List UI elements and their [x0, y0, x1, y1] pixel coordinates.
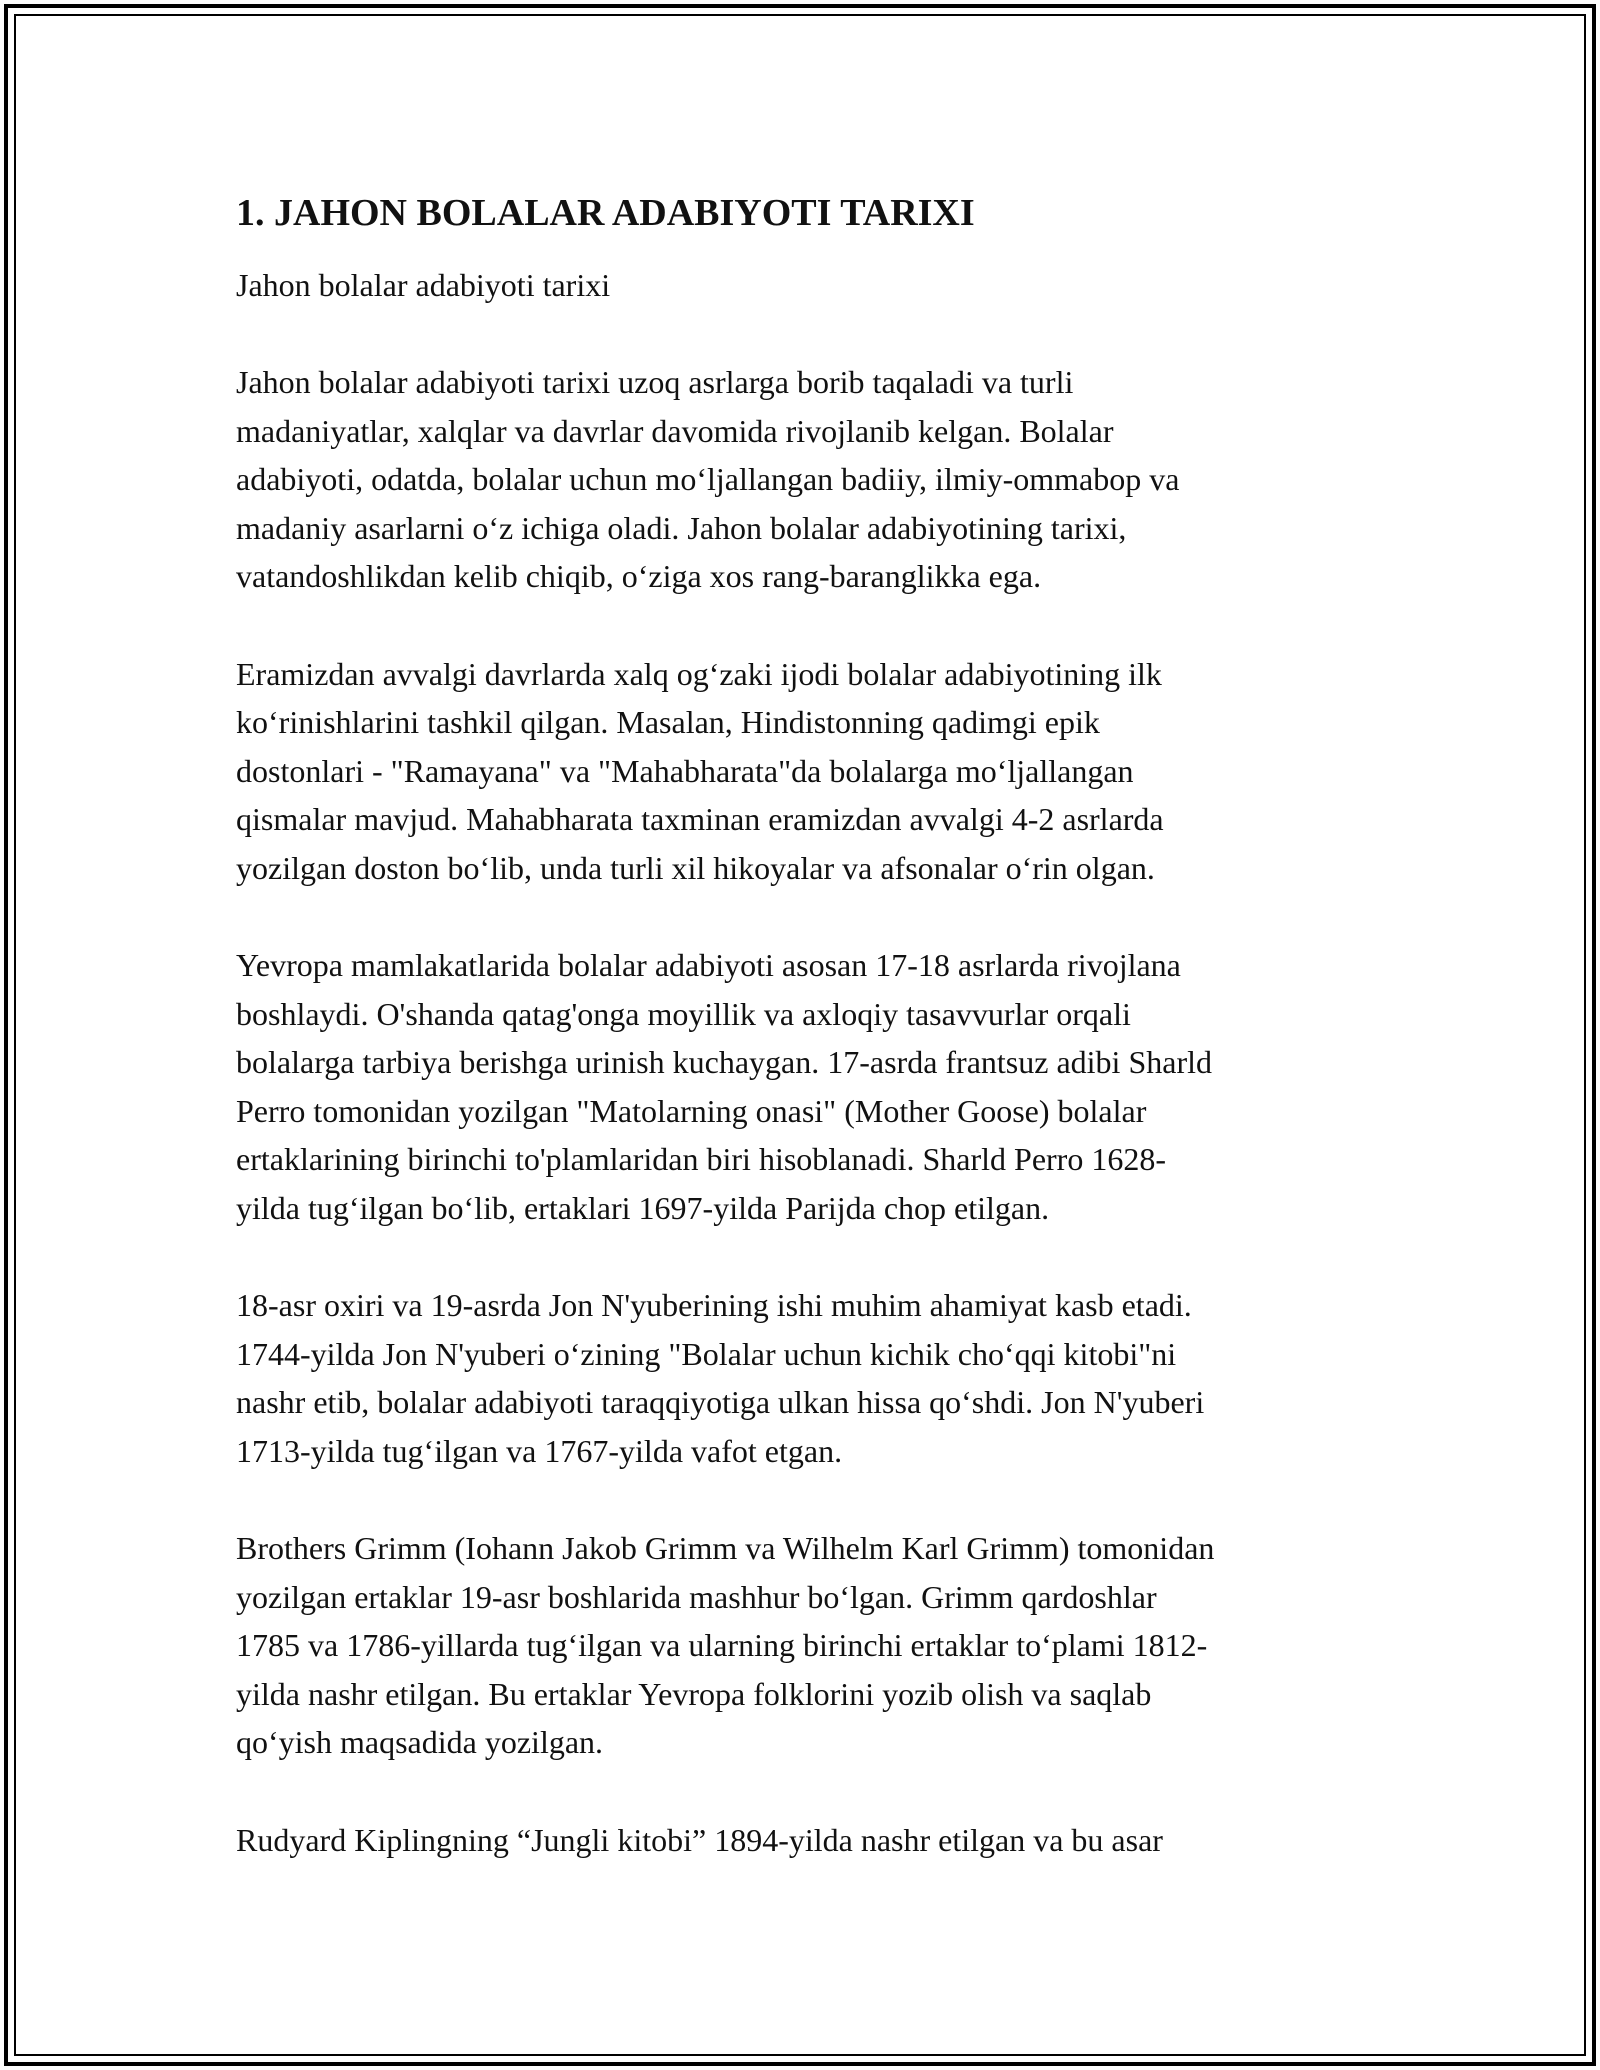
document-body — [236, 185, 1386, 1864]
text-line: 18-asr oxiri va 19-asrda Jon N'yuberining ishi muhim ahamiyat kasb etadi. — [236, 1287, 1192, 1323]
text-line: bolalarga tarbiya berishga urinish kuchaygan. 17-asrda frantsuz adibi Sharld — [236, 1044, 1212, 1080]
text-line: Perro tomonidan yozilgan "Matolarning onasi" (Mother Goose) bolalar — [236, 1092, 1147, 1129]
text-line: qismalar mavjud. Mahabharata taxminan eramizdan avvalgi 4-2 asrlarda — [236, 801, 1164, 837]
text-line: madaniyatlar, xalqlar va davrlar davomida rivojlanib kelgan. Bolalar — [236, 412, 1114, 449]
text-line: nashr etib, bolalar adabiyoti taraqqiyotiga ulkan hissa qo‘shdi. Jon N'yuberi — [236, 1384, 1205, 1420]
document-title: 1. JAHON BOLALAR ADABIYOTI TARIXI — [236, 192, 975, 234]
paragraph-5 — [236, 1524, 1386, 1767]
text-line: yilda tug‘ilgan bo‘lib, ertaklari 1697-yilda Parijda chop etilgan. — [236, 1189, 1050, 1226]
text-line: vatandoshlikdan kelib chiqib, o‘ziga xos rang-baranglikka ega. — [236, 558, 1042, 594]
text-line: adabiyoti, odatda, bolalar uchun mo‘ljallangan badiiy, ilmiy-ommabop va — [236, 461, 1180, 497]
text-line: 1785 va 1786-yillarda tug‘ilgan va ularning birinchi ertaklar to‘plami 1812- — [236, 1627, 1208, 1663]
paragraph-6 — [236, 1816, 1386, 1865]
text-line: yozilgan ertaklar 19-asr boshlarida mashhur bo‘lgan. Grimm qardoshlar — [236, 1578, 1157, 1615]
text-line: yozilgan doston bo‘lib, unda turli xil hikoyalar va afsonalar o‘rin olgan. — [236, 849, 1155, 886]
paragraph-2 — [236, 650, 1386, 893]
paragraph-4 — [236, 1281, 1386, 1475]
text-line: ko‘rinishlarini tashkil qilgan. Masalan, Hindistonning qadimgi epik — [236, 704, 1100, 740]
document-subtitle: Jahon bolalar adabiyoti tarixi — [236, 267, 611, 303]
text-line: yilda nashr etilgan. Bu ertaklar Yevropa folklorini yozib olish va saqlab — [236, 1675, 1152, 1712]
text-line: Yevropa mamlakatlarida bolalar adabiyoti asosan 17-18 asrlarda rivojlana — [236, 947, 1181, 983]
text-line: ertaklarining birinchi to'plamlaridan biri hisoblanadi. Sharld Perro 1628- — [236, 1141, 1166, 1177]
text-line: Jahon bolalar adabiyoti tarixi uzoq asrlarga borib taqaladi va turli — [236, 364, 1074, 400]
paragraph-1 — [236, 358, 1386, 601]
text-line: dostonlari - "Ramayana" va "Mahabharata"da bolalarga mo‘ljallangan — [236, 752, 1134, 789]
text-line: Brothers Grimm (Iohann Jakob Grimm va Wilhelm Karl Grimm) tomonidan — [236, 1530, 1215, 1566]
text-line: 1713-yilda tug‘ilgan va 1767-yilda vafot etgan. — [236, 1432, 843, 1469]
text-line: boshlaydi. O'shanda qatag'onga moyillik va axloqiy tasavvurlar orqali — [236, 995, 1131, 1032]
paragraph-3 — [236, 941, 1386, 1232]
text-line: madaniy asarlarni o‘z ichiga oladi. Jahon bolalar adabiyotining tarixi, — [236, 509, 1127, 546]
text-line: Eramizdan avvalgi davrlarda xalq og‘zaki ijodi bolalar adabiyotining ilk — [236, 655, 1162, 692]
text-line: qo‘yish maqsadida yozilgan. — [236, 1724, 604, 1760]
text-line: 1744-yilda Jon N'yuberi o‘zining "Bolalar uchun kichik cho‘qqi kitobi"ni — [236, 1335, 1177, 1372]
text-line: Rudyard Kiplingning “Jungli kitobi” 1894-yilda nashr etilgan va bu asar — [236, 1821, 1163, 1858]
